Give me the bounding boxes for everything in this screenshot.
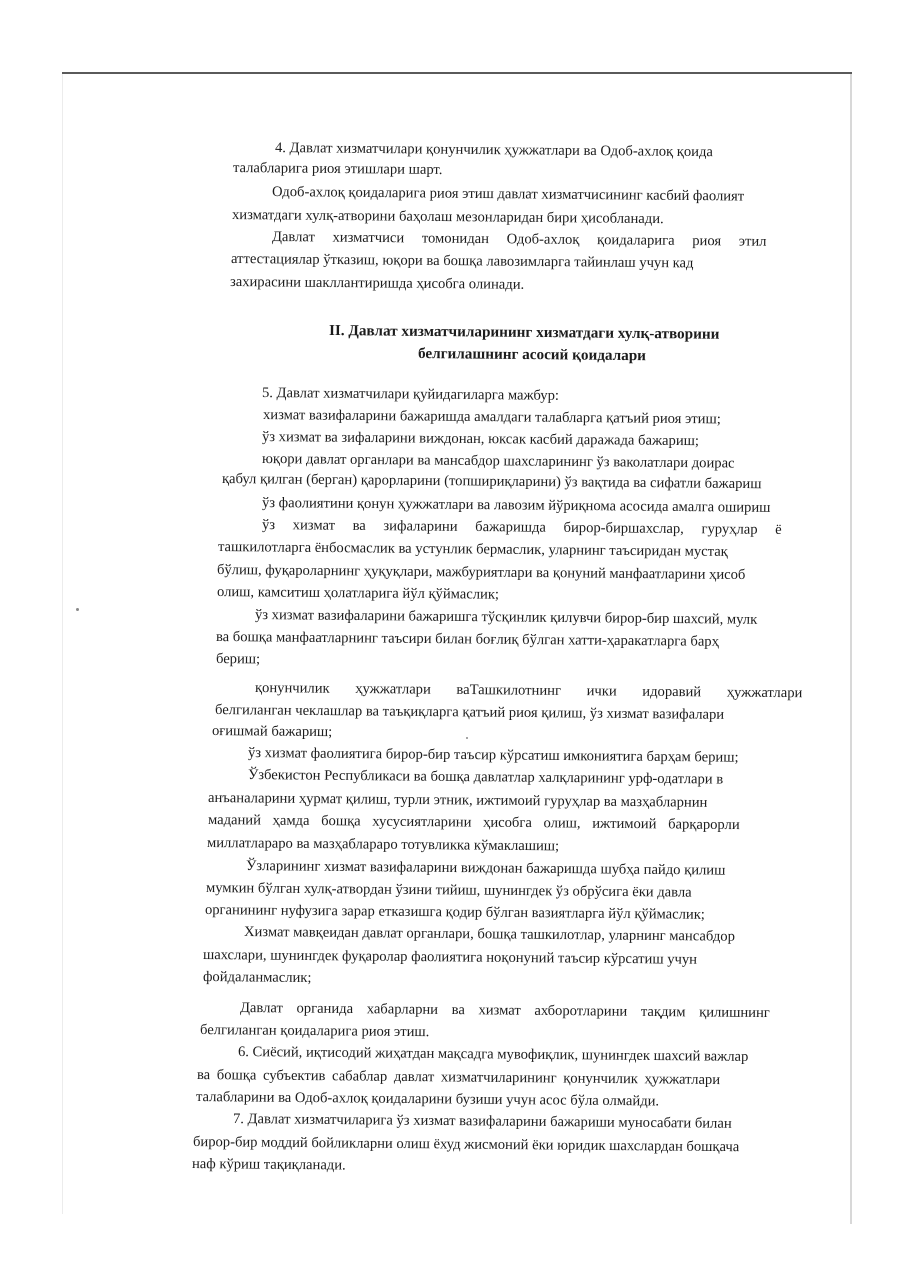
paragraph-line: 4. Давлат хизматчилари қонунчилик ҳужжатлари ва Одоб-ахлоқ қоида [274, 140, 713, 161]
section-heading: белгилашнинг асосий қоидалари [417, 345, 647, 365]
paragraph-line: Ўзларининг хизмат вазифаларини виждонан бажаришда шубҳа пайдо қилиш [245, 858, 726, 879]
scan-edge-top [62, 72, 852, 74]
paragraph-line: 7. Давлат хизматчиларига ўз хизмат вазифаларини бажариши муносабати билан [232, 1111, 732, 1132]
paragraph-line: бирор-бир моддий бойликларни олиш ёхуд жисмоний ёки юридик шахслардан бошқача [192, 1134, 740, 1156]
paragraph-line: Одоб-ахлоқ қоидаларига риоя этиш давлат хизматчисининг касбий фаолият [271, 184, 745, 205]
paragraph-line: оғишмай бажариш; [211, 723, 333, 741]
paragraph-line: ташкилотларга ёнбосмаслик ва устунлик бермаслик, уларнинг таъсиридан мустақ [217, 539, 728, 560]
paragraph-line: бериш; [215, 651, 261, 668]
scan-edge-left [62, 74, 63, 1214]
paragraph-line: хизмат вазифаларини бажаришда амалдаги талабларга қатъий риоя этиш; [262, 407, 721, 428]
paragraph-line: ўз хизмат ва зифаларини бажаришда бирор-биршахслар, гуруҳлар ё [261, 517, 782, 538]
paragraph-line: хизматдаги хулқ-атворини баҳолаш мезонларидан бири ҳисобланади. [231, 207, 664, 228]
scan-edge-right [850, 74, 852, 1224]
paragraph-line: ва бошқа субъектив сабаблар давлат хизматчиларининг қонунчилик ҳужжатлари [196, 1067, 721, 1089]
paragraph-line: Давлат хизматчиси томонидан Одоб-ахлоқ қоидаларига риоя этил [271, 229, 767, 250]
paragraph-line: юқори давлат органлари ва мансабдор шахсларининг ўз ваколатлари доирас [261, 451, 735, 472]
scan-speck [76, 608, 79, 611]
paragraph-line: аттестациялар ўтказиш, юқори ва бошқа лавозимларга тайинлаш учун кад [230, 251, 694, 272]
paragraph-line: белгиланган қоидаларига риоя этиш. [199, 1022, 430, 1041]
paragraph-line: маданий ҳамда бошқа хусусиятларини ҳисобга олиш, ижтимоий барқарорли [207, 812, 740, 834]
paragraph-line: ўз хизмат ва зифаларини виждонан, юксак касбий даражада бажариш; [261, 429, 700, 450]
paragraph-line: наф кўриш тақиқланади. [191, 1156, 346, 1174]
paragraph-line: олиш, камситиш ҳолатларига йўл қўймаслик; [216, 584, 500, 603]
paragraph-line: белгиланган чеклашлар ва таъқиқларга қатъий риоя қилиш, ўз хизмат вазифалари [214, 702, 725, 723]
paragraph-line: 5. Давлат хизматчилари қуйидагиларга мажбур: [261, 385, 560, 404]
paragraph-line: Давлат органида хабарларни ва хизмат ахборотларини тақдим қилишнинг [239, 1000, 770, 1022]
paragraph-line: Хизмат мавқеидан давлат органлари, бошқа ташкилотлар, уларнинг мансабдор [243, 924, 736, 945]
paragraph-line: бўлиш, фуқароларнинг ҳуқуқлари, мажбуриятлари ва қонуний манфаатларини ҳисоб [216, 562, 746, 584]
paragraph-line: қонунчилик ҳужжатлари ваТашкилотнинг ички идоравий ҳужжатлари [254, 680, 803, 702]
paragraph-line: фойдаланмаслик; [202, 969, 312, 987]
paragraph-line: қабул қилган (берган) қарорларини (топшириқларини) ўз вақтида ва сифатли бажариш [221, 471, 762, 493]
paragraph-line: ўз хизмат фаолиятига бирор-бир таъсир кўрсатиш имкониятига барҳам бериш; [247, 745, 739, 766]
paragraph-line: Ўзбекистон Республикаси ва бошқа давлатлар халқларининг урф-одатлари в [247, 767, 724, 788]
section-heading: II. Давлат хизматчиларининг хизматдаги хулқ-атворини [328, 322, 720, 343]
paragraph-line: ўз хизмат вазифаларини бажаришга тўсқинлик қилувчи бирор-бир шахсий, мулк [254, 607, 758, 628]
paragraph-line: талабларини ва Одоб-ахлоқ қоидаларини бузиши учун асос бўла олмайди. [195, 1089, 660, 1110]
paragraph-line: мумкин бўлган хулқ-атвордан ўзини тийиш, шунингдек ўз обрўсига ёки давла [205, 880, 692, 901]
paragraph-line: анъаналарини ҳурмат қилиш, турли этник, ижтимоий гуруҳлар ва мазҳабларнин [207, 790, 708, 811]
paragraph-line: ва бошқа манфаатларнинг таъсири билан боғлиқ бўлган хатти-ҳаракатларга барҳ [215, 629, 720, 650]
scan-speck [466, 737, 468, 739]
paragraph-line: шахслари, шунингдек фуқаролар фаолиятига ноқонуний таъсир кўрсатиш учун [202, 947, 698, 968]
paragraph-line: ўз фаолиятини қонун ҳужжатлари ва лавозим йўриқнома асосида амалга ошириш [261, 495, 771, 516]
paragraph-line: захирасини шакллантиришда ҳисобга олинади. [229, 274, 525, 293]
paragraph-line: 6. Сиёсий, иқтисодий жиҳатдан мақсадга мувофиқлик, шунингдек шахсий важлар [237, 1044, 749, 1065]
paragraph-line: талабларига риоя этишлари шарт. [232, 160, 443, 179]
paragraph-line: миллатлараро ва мазҳаблараро тотувликка кўмаклашиш; [206, 835, 560, 855]
paragraph-line: органининг нуфузига зарар етказишга қодир бўлган вазиятларга йўл қўймаслик; [204, 902, 705, 923]
